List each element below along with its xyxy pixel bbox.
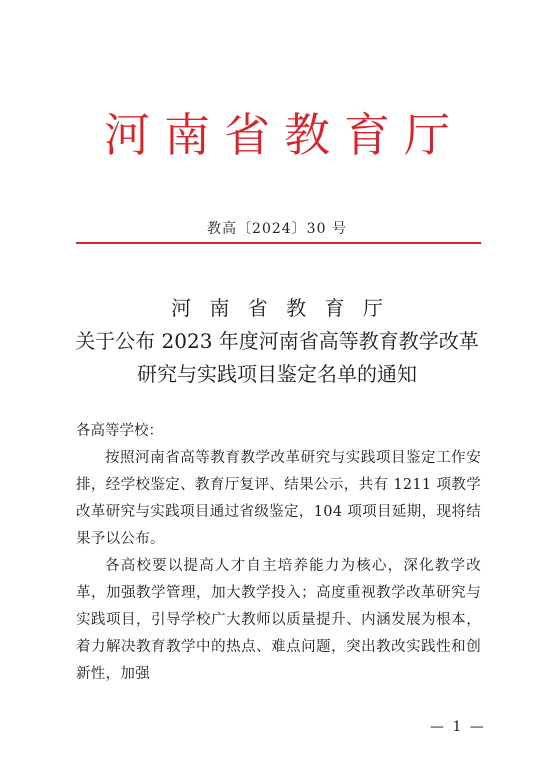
body-paragraph-1: 按照河南省高等教育教学改革研究与实践项目鉴定工作安排，经学校鉴定、教育厅复评、结果公示，共有 1211 项教学改革研究与实践项目通过省级鉴定，104 项项目延期，现将结果予以公布。 bbox=[76, 450, 481, 547]
body-paragraph-2: 各高校要以提高人才自主培养能力为核心，深化教学改革，加强教学管理，加大教学投入；高度重视教学改革研究与实践项目，引导学校广大教师以质量提升、内涵发展为根本，着力解决教育教学中的热点、难点问题，突出教改实践性和创新性，加强 bbox=[76, 558, 481, 682]
page-number: — 1 — bbox=[430, 719, 486, 735]
title-line-1: 关于公布 2023 年度河南省高等教育教学改革 bbox=[75, 329, 479, 353]
red-divider-line bbox=[76, 242, 481, 244]
document-title bbox=[0, 292, 554, 391]
title-issuer: 河 南 省 教 育 厅 bbox=[171, 296, 389, 320]
salutation: 各高等学校： bbox=[76, 423, 163, 439]
document-number: 教高〔2024〕30 号 bbox=[207, 221, 347, 237]
title-line-2: 研究与实践项目鉴定名单的通知 bbox=[137, 362, 417, 386]
issuer-masthead: 河南省教育厅 bbox=[104, 108, 464, 162]
